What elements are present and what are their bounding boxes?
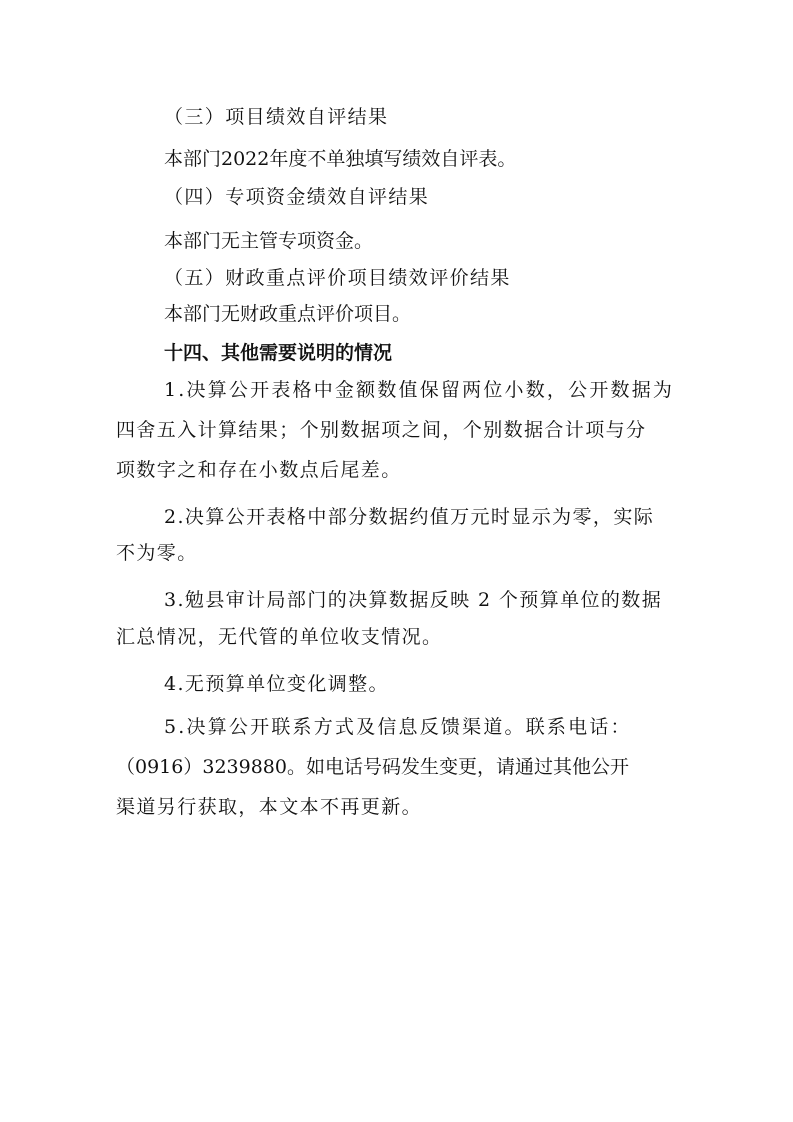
section-14-heading: 十四、其他需要说明的情况 xyxy=(164,342,393,364)
item-5-line-2: （0916）3239880。如电话号码发生变更，请通过其他公开 xyxy=(116,756,629,778)
section-4-title: （四）专项资金绩效自评结果 xyxy=(164,186,430,208)
section-3-title: （三）项目绩效自评结果 xyxy=(164,106,389,128)
item-5-line-3: 渠道另行获取，本文本不再更新。 xyxy=(116,796,423,818)
item-4-line-1: 4.无预算单位变化调整。 xyxy=(164,673,389,695)
item-3-line-2: 汇总情况，无代管的单位收支情况。 xyxy=(116,626,443,648)
item-3-line-1: 3.勉县审计局部门的决算数据反映 2 个预算单位的数据 xyxy=(164,589,663,611)
section-4-body: 本部门无主管专项资金。 xyxy=(164,230,374,252)
item-5-line-1: 5.决算公开联系方式及信息反馈渠道。联系电话： xyxy=(164,716,632,738)
item-2-line-1: 2.决算公开表格中部分数据约值万元时显示为零，实际 xyxy=(164,506,655,528)
item-1-line-2: 四舍五入计算结果；个别数据项之间，个别数据合计项与分 xyxy=(116,419,647,441)
item-2-line-2: 不为零。 xyxy=(116,542,198,564)
section-3-body: 本部门2022年度不单独填写绩效自评表。 xyxy=(164,148,517,170)
item-1-line-1: 1.决算公开表格中金额数值保留两位小数，公开数据为 xyxy=(164,379,675,401)
section-5-body: 本部门无财政重点评价项目。 xyxy=(164,303,412,325)
section-5-title: （五）财政重点评价项目绩效评价结果 xyxy=(164,267,511,289)
item-1-line-3: 项数字之和存在小数点后尾差。 xyxy=(116,459,402,481)
